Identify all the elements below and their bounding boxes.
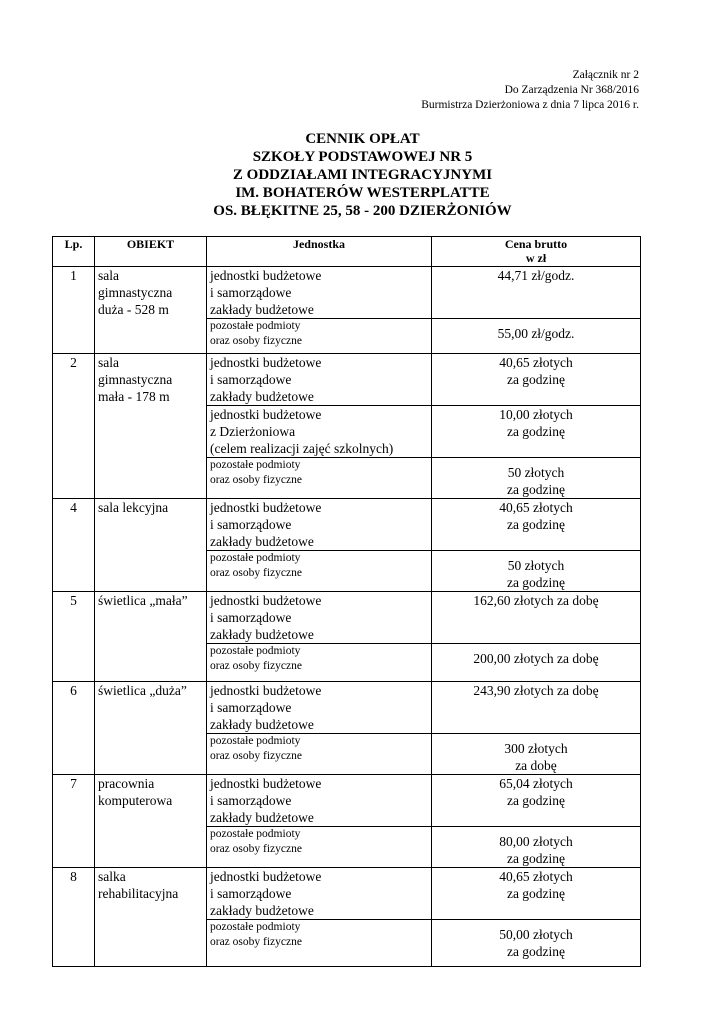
- header-object: OBIEKT: [95, 237, 207, 267]
- price-cell: [432, 458, 641, 499]
- price-line: 55,00 zł/godz.: [497, 326, 575, 341]
- row-number: 2: [53, 354, 95, 499]
- unit-line: zakłady budżetowe: [210, 389, 314, 404]
- price-cell: [432, 406, 641, 458]
- unit-line: zakłady budżetowe: [210, 302, 314, 317]
- price-line: za godzinę: [506, 793, 566, 808]
- unit-cell: [207, 734, 432, 775]
- price-line: 50 złotych: [507, 558, 565, 573]
- object-name-line: sala lekcyjna: [98, 500, 169, 515]
- row-number: 1: [53, 267, 95, 354]
- object-name-line: duża - 528 m: [98, 302, 169, 317]
- price-line: za godzinę: [506, 424, 566, 439]
- price-line: 50 złotych: [507, 465, 565, 480]
- price-line: za dobę: [515, 758, 557, 773]
- price-line: 40,65 złotych: [499, 500, 573, 515]
- price-line: 200,00 złotych za dobę: [473, 651, 599, 666]
- object-name-line: mała - 178 m: [98, 389, 170, 404]
- unit-cell: [207, 458, 432, 499]
- object-name: [95, 499, 207, 592]
- object-name-line: komputerowa: [98, 793, 173, 808]
- row-number: 5: [53, 592, 95, 682]
- unit-line: zakłady budżetowe: [210, 903, 314, 918]
- price-line: 65,04 złotych: [499, 776, 573, 791]
- ordinance-issuer-date: Burmistrza Dzierżoniowa z dnia 7 lipca 2016 r.: [421, 99, 639, 111]
- object-name-line: świetlica „mała”: [98, 593, 188, 608]
- table-row: [53, 592, 641, 644]
- price-table: [52, 236, 641, 967]
- title-line-3: Z ODDZIAŁAMI INTEGRACYJNYMI: [232, 167, 493, 183]
- unit-line: zakłady budżetowe: [210, 627, 314, 642]
- price-line: za godzinę: [506, 851, 566, 866]
- object-name-line: pracownia: [98, 776, 155, 791]
- unit-line: oraz osoby fizyczne: [210, 750, 302, 762]
- unit-cell: [207, 644, 432, 682]
- unit-cell: [207, 406, 432, 458]
- price-line: 80,00 złotych: [499, 834, 573, 849]
- unit-line: pozostałe podmioty: [210, 921, 301, 933]
- row-number: 6: [53, 682, 95, 775]
- title-line-5: OS. BŁĘKITNE 25, 58 - 200 DZIERŻONIÓW: [213, 203, 512, 219]
- header-price-line-1: Cena brutto: [504, 237, 568, 251]
- price-line: za godzinę: [506, 372, 566, 387]
- header-price-line-2: w zł: [525, 251, 547, 265]
- object-name-line: świetlica „duża”: [98, 683, 187, 698]
- price-line: za godzinę: [506, 944, 566, 959]
- unit-line: oraz osoby fizyczne: [210, 335, 302, 347]
- unit-line: oraz osoby fizyczne: [210, 843, 302, 855]
- header-unit: Jednostka: [207, 237, 432, 267]
- unit-line: oraz osoby fizyczne: [210, 567, 302, 579]
- unit-line: jednostki budżetowe: [210, 355, 322, 370]
- price-cell: [432, 682, 641, 734]
- price-line: 50,00 złotych: [499, 927, 573, 942]
- unit-line: pozostałe podmioty: [210, 828, 301, 840]
- unit-cell: [207, 551, 432, 592]
- unit-line: oraz osoby fizyczne: [210, 660, 302, 672]
- price-line: 300 złotych: [504, 741, 568, 756]
- price-line: za godzinę: [506, 886, 566, 901]
- unit-line: pozostałe podmioty: [210, 735, 301, 747]
- unit-line: i samorządowe: [210, 700, 292, 715]
- unit-line: oraz osoby fizyczne: [210, 936, 302, 948]
- table-row: [53, 868, 641, 920]
- document-title: [0, 130, 725, 220]
- price-line: za godzinę: [506, 482, 566, 497]
- header-price: [432, 237, 641, 267]
- object-name-line: sala: [98, 355, 119, 370]
- unit-line: z Dzierżoniowa: [210, 424, 296, 439]
- unit-line: i samorządowe: [210, 517, 292, 532]
- unit-cell: [207, 499, 432, 551]
- unit-line: pozostałe podmioty: [210, 645, 301, 657]
- price-line: 243,90 złotych za dobę: [473, 683, 599, 698]
- object-name: [95, 267, 207, 354]
- object-name: [95, 868, 207, 967]
- unit-cell: [207, 682, 432, 734]
- unit-cell: [207, 354, 432, 406]
- object-name: [95, 592, 207, 682]
- header-lp: Lp.: [53, 237, 95, 267]
- object-name: [95, 775, 207, 868]
- table-row: [53, 499, 641, 551]
- price-cell: [432, 499, 641, 551]
- price-cell: [432, 827, 641, 868]
- row-number: 8: [53, 868, 95, 967]
- unit-line: zakłady budżetowe: [210, 810, 314, 825]
- row-number: 4: [53, 499, 95, 592]
- unit-line: jednostki budżetowe: [210, 407, 322, 422]
- unit-line: (celem realizacji zajęć szkolnych): [210, 441, 394, 456]
- price-cell: [432, 734, 641, 775]
- unit-line: jednostki budżetowe: [210, 268, 322, 283]
- object-name-line: rehabilitacyjna: [98, 886, 179, 901]
- object-name: [95, 682, 207, 775]
- price-cell: [432, 775, 641, 827]
- attachment-number: Załącznik nr 2: [572, 69, 639, 81]
- table-row: [53, 267, 641, 319]
- price-line: 44,71 zł/godz.: [497, 268, 575, 283]
- unit-cell: [207, 827, 432, 868]
- price-cell: [432, 644, 641, 682]
- price-line: 40,65 złotych: [499, 869, 573, 884]
- unit-line: jednostki budżetowe: [210, 683, 322, 698]
- table-row: [53, 775, 641, 827]
- price-cell: [432, 868, 641, 920]
- unit-line: i samorządowe: [210, 372, 292, 387]
- ordinance-reference: Do Zarządzenia Nr 368/2016: [504, 84, 639, 96]
- unit-line: i samorządowe: [210, 793, 292, 808]
- table-row: [53, 354, 641, 406]
- unit-line: pozostałe podmioty: [210, 320, 301, 332]
- object-name-line: gimnastyczna: [98, 285, 173, 300]
- unit-line: i samorządowe: [210, 886, 292, 901]
- price-cell: [432, 592, 641, 644]
- unit-line: jednostki budżetowe: [210, 500, 322, 515]
- object-name: [95, 354, 207, 499]
- price-line: za godzinę: [506, 575, 566, 590]
- price-cell: [432, 551, 641, 592]
- table-header-row: [53, 237, 641, 267]
- unit-line: i samorządowe: [210, 285, 292, 300]
- unit-line: jednostki budżetowe: [210, 776, 322, 791]
- object-name-line: salka: [98, 869, 126, 884]
- table-body: [53, 267, 641, 967]
- attachment-header: [421, 68, 639, 113]
- unit-cell: [207, 319, 432, 354]
- unit-line: zakłady budżetowe: [210, 717, 314, 732]
- price-line: 162,60 złotych za dobę: [473, 593, 599, 608]
- price-cell: [432, 920, 641, 967]
- unit-line: i samorządowe: [210, 610, 292, 625]
- price-line: za godzinę: [506, 517, 566, 532]
- unit-line: pozostałe podmioty: [210, 459, 301, 471]
- price-line: 10,00 złotych: [499, 407, 573, 422]
- price-line: 40,65 złotych: [499, 355, 573, 370]
- price-cell: [432, 267, 641, 319]
- object-name-line: gimnastyczna: [98, 372, 173, 387]
- row-number: 7: [53, 775, 95, 868]
- price-cell: [432, 354, 641, 406]
- unit-line: pozostałe podmioty: [210, 552, 301, 564]
- unit-cell: [207, 920, 432, 967]
- price-cell: [432, 319, 641, 354]
- unit-line: oraz osoby fizyczne: [210, 474, 302, 486]
- unit-cell: [207, 267, 432, 319]
- title-line-4: IM. BOHATERÓW WESTERPLATTE: [235, 185, 490, 201]
- table-row: [53, 682, 641, 734]
- unit-cell: [207, 592, 432, 644]
- object-name-line: sala: [98, 268, 119, 283]
- unit-line: jednostki budżetowe: [210, 593, 322, 608]
- unit-cell: [207, 775, 432, 827]
- title-line-2: SZKOŁY PODSTAWOWEJ NR 5: [252, 149, 473, 165]
- unit-line: jednostki budżetowe: [210, 869, 322, 884]
- title-line-1: CENNIK OPŁAT: [305, 131, 420, 147]
- unit-cell: [207, 868, 432, 920]
- unit-line: zakłady budżetowe: [210, 534, 314, 549]
